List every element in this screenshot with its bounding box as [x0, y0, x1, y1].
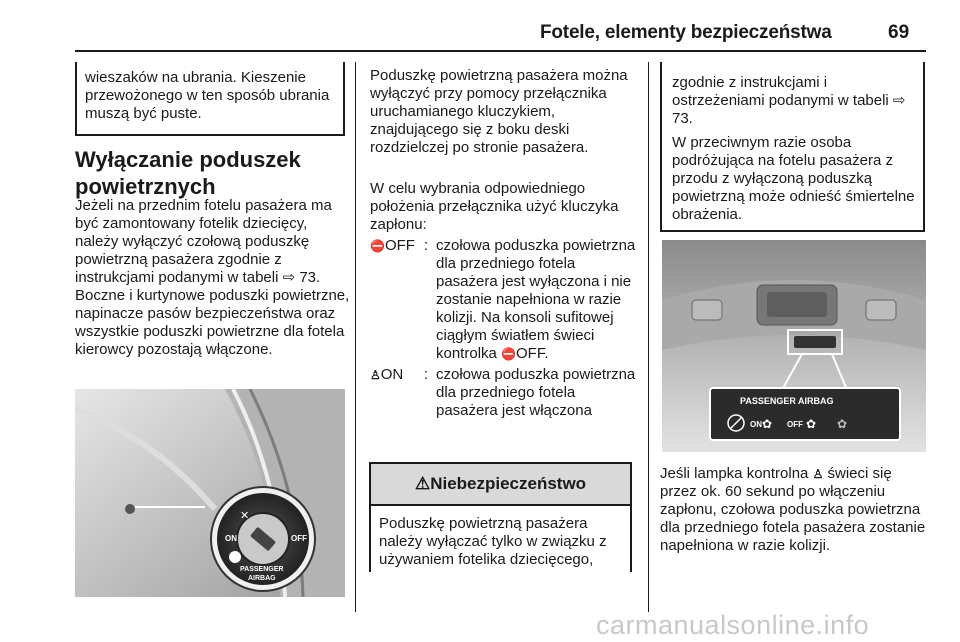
warning-header [371, 464, 630, 506]
definition-desc-on: czołowa poduszka powietrzna dla przedniego fotela pasażera jest włączona [436, 366, 636, 419]
definition-desc-off: czołowa poduszka powietrzna dla przedniego fotela pasażera jest wyłączona i nie zostanie napełniona w razie kolizji. Na konsoli sufitowej ciągłym światłem świeci kontrolka ⛔OFF. [436, 237, 636, 362]
intro-paragraph: Jeżeli na przednim fotelu pasażera ma być zamontowany fotelik dziecięcy, należy wyłączyć czołową poduszkę powietrzną pasażera zgodnie z instrukcjami podanymi w tabeli ⇨ 73. Boczne i kurtynowe poduszki powietrzne, napinacze pasów bezpieczeństwa oraz wszystkie poduszki powietrzne dla fotela kierowcy pozostają włączone. [75, 197, 350, 358]
warning-continued-box [660, 62, 925, 232]
page-number: 69 [888, 22, 910, 43]
svg-text:PASSENGER: PASSENGER [240, 566, 284, 573]
warning-triangle-icon: ⚠ [414, 474, 431, 493]
overhead-console-photo [662, 240, 926, 452]
switch-photo [75, 389, 345, 597]
warning-title: Niebezpieczeństwo [430, 474, 587, 493]
key-switch-paragraph: Poduszkę powietrzną pasażera można wyłączyć przy pomocy przełącznika uruchamianego kluczykiem, znajdującego się z boku deski rozdzielczej po stronie pasażera. [370, 67, 628, 156]
svg-text:✿: ✿ [762, 417, 773, 431]
airbag-on-icon: ♙ [370, 368, 381, 382]
column-separator-1 [355, 62, 356, 612]
key-position-paragraph: W celu wybrania odpowiedniego położenia przełącznika użyć kluczyka zapłonu: [370, 180, 619, 233]
definition-off: ⛔OFF : czołowa poduszka powietrzna dla przedniego fotela pasażera jest wyłączona i nie zostanie napełniona w razie kolizji. Na konsoli sufitowej ciągłym światłem świeci kontrolka ⛔OFF. [370, 237, 640, 363]
definition-term-on: ♙ON [370, 366, 404, 383]
definition-term-off: ⛔OFF [370, 237, 415, 254]
indicator-paragraph: Jeśli lampka kontrolna ♙ świeci się przez ok. 60 sekund po włączeniu zapłonu, czołowa poduszka powietrzna dla przedniego fotela pasażera zostanie napełniona w razie kolizji. [660, 465, 926, 554]
svg-text:OFF: OFF [291, 534, 307, 543]
svg-text:ON: ON [225, 534, 237, 543]
definition-on: ♙ON : czołowa poduszka powietrzna dla przedniego fotela pasażera jest włączona [370, 366, 640, 420]
header-rule [75, 50, 926, 52]
svg-text:AIRBAG: AIRBAG [248, 575, 276, 582]
warning-text: Poduszkę powietrzną pasażera należy wyłączać tylko w związku z używaniem fotelika dziecięcego, [379, 515, 607, 568]
watermark: carmanualsonline.info [596, 610, 870, 640]
overhead-console-drawing [662, 240, 926, 452]
svg-text:✿: ✿ [806, 417, 817, 431]
switch-photo-drawing [75, 389, 345, 597]
svg-text:ON: ON [750, 420, 762, 429]
svg-text:OFF: OFF [787, 420, 803, 429]
airbag-indicator-icon: ♙ [812, 467, 824, 481]
airbag-off-indicator-icon: ⛔ [501, 347, 516, 361]
warning-continued-text-2: W przeciwnym razie osoba podróżująca na fotelu pasażera z przodu z wyłączoną poduszką powietrzną może odnieść śmiertelne obrażenia. [672, 134, 915, 223]
note-box-text: wieszaków na ubrania. Kieszenie przewożonego w ten sposób ubrania muszą być puste. [85, 69, 330, 122]
svg-text:✿: ✿ [837, 417, 848, 431]
danger-warning-box [369, 462, 632, 572]
svg-text:✕: ✕ [240, 510, 250, 522]
airbag-off-icon: ⛔ [370, 239, 385, 253]
column-separator-2 [648, 62, 649, 612]
running-header-title: Fotele, elementy bezpieczeństwa [540, 22, 832, 43]
section-heading: Wyłączanie poduszek powietrznych [75, 147, 301, 199]
svg-text:PASSENGER AIRBAG: PASSENGER AIRBAG [740, 396, 834, 406]
definition-list [370, 237, 640, 420]
warning-continued-text-1: zgodnie z instrukcjami i ostrzeżeniami podanymi w tabeli ⇨ 73. [672, 74, 906, 127]
continued-note-box [75, 62, 345, 136]
